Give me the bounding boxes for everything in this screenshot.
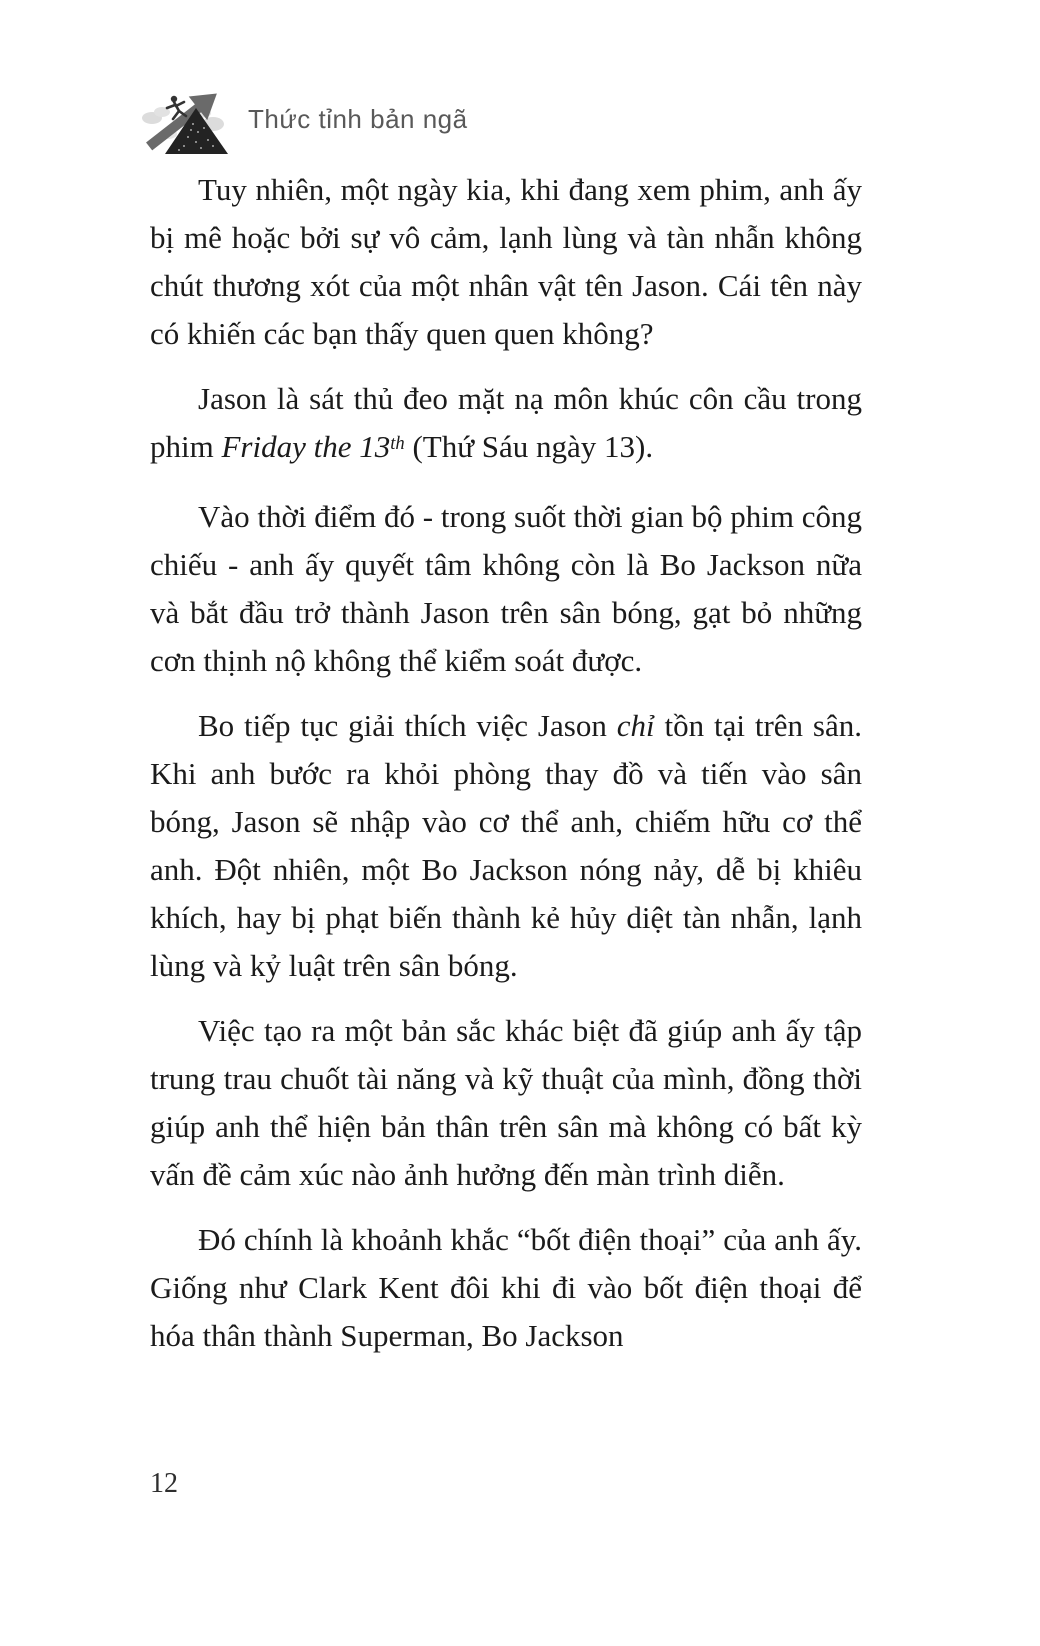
chapter-header — [138, 82, 468, 156]
paragraph — [150, 375, 862, 476]
paragraph-container — [150, 166, 862, 1360]
text-run: (Thứ Sáu ngày 13). — [404, 429, 654, 464]
text-run: th — [390, 432, 405, 454]
text-run: Bo tiếp tục giải thích việc Jason — [198, 708, 617, 743]
page-number: 12 — [150, 1468, 178, 1499]
paragraph — [150, 166, 862, 358]
page-footer — [150, 1468, 178, 1500]
chapter-title: Thức tỉnh bản ngã — [248, 103, 468, 134]
text-run: chỉ — [616, 708, 655, 743]
text-run: Tuy nhiên, một ngày kia, khi đang xem phim, anh ấy bị mê hoặc bởi sự vô cảm, lạnh lùng và tàn nhẫn không chút thương xót của một nhân vật tên Jason. Cái tên này có khiến các bạn thấy quen quen không? — [150, 172, 862, 351]
text-run: Vào thời điểm đó - trong suốt thời gian bộ phim công chiếu - anh ấy quyết tâm không còn là Bo Jackson nữa và bắt đầu trở thành Jason trên sân bóng, gạt bỏ những cơn thịnh nộ không thể kiểm soát được. — [150, 499, 862, 678]
text-run: tồn tại trên sân. Khi anh bước ra khỏi phòng thay đồ và tiến vào sân bóng, Jason sẽ nhập vào cơ thể anh, chiếm hữu cơ thể anh. Đột nhiên, một Bo Jackson nóng nảy, dễ bị khiêu khích, hay bị phạt biến thành kẻ hủy diệt tàn nhẫn, lạnh lùng và kỷ luật trên sân bóng. — [150, 708, 862, 983]
paragraph — [150, 702, 862, 990]
text-run: Friday the 13 — [221, 429, 391, 464]
paragraph — [150, 1216, 862, 1360]
paragraph — [150, 1007, 862, 1199]
page-body — [150, 166, 862, 1377]
text-run: Đó chính là khoảnh khắc “bốt điện thoại” của anh ấy. Giống như Clark Kent đôi khi đi vào bốt điện thoại để hóa thân thành Superman, Bo Jackson — [150, 1222, 862, 1353]
text-run: Việc tạo ra một bản sắc khác biệt đã giúp anh ấy tập trung trau chuốt tài năng và kỹ thuật của mình, đồng thời giúp anh thể hiện bản thân trên sân mà không có bất kỳ vấn đề cảm xúc nào ảnh hưởng đến màn trình diễn. — [150, 1013, 862, 1192]
text-run: Jason là sát thủ đeo mặt nạ môn khúc côn cầu trong phim — [150, 381, 862, 464]
paragraph — [150, 493, 862, 685]
mountain-arrow-climber-logo — [138, 82, 232, 156]
